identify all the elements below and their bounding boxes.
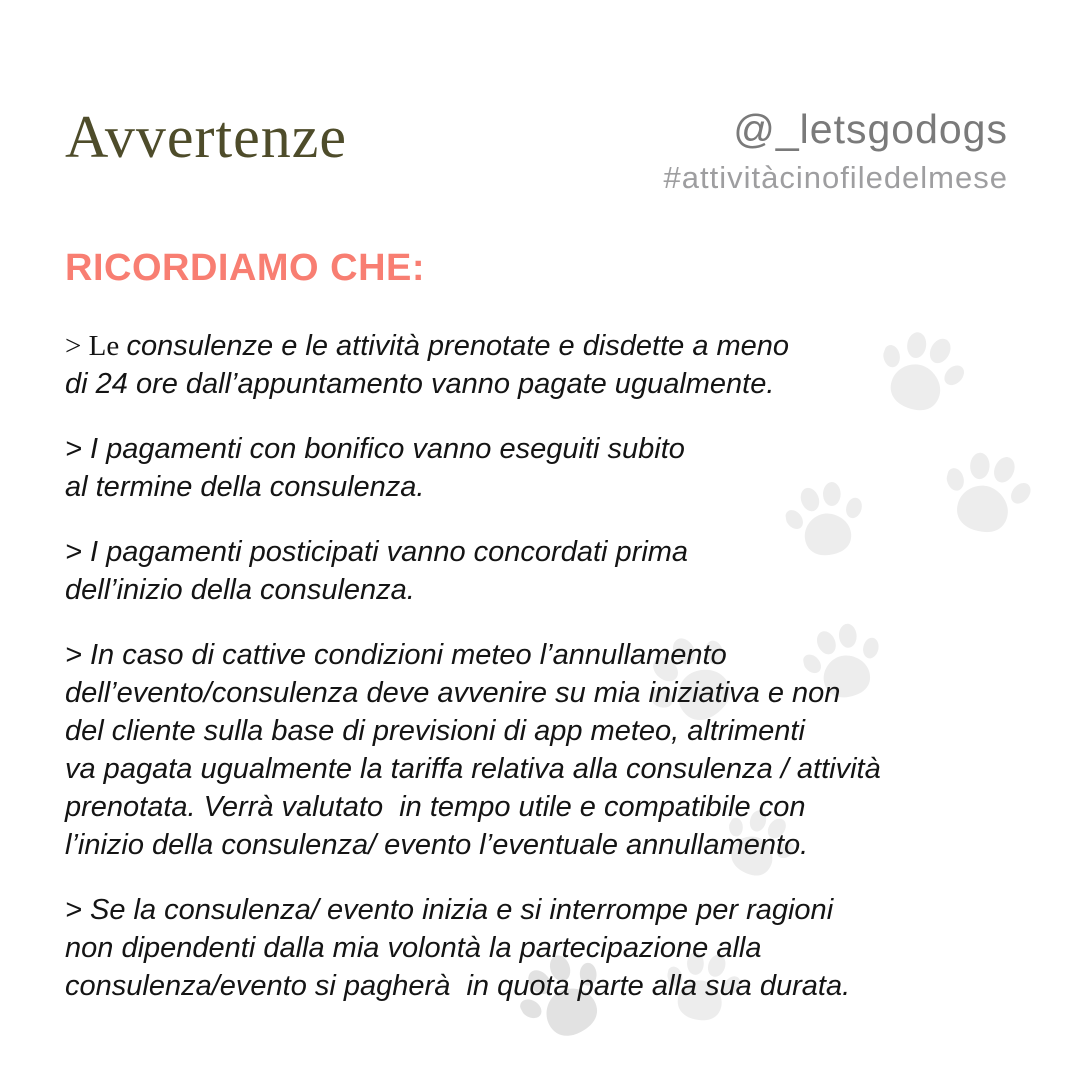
paragraph-line: al termine della consulenza.	[65, 471, 425, 503]
paragraph-line: dell’inizio della consulenza.	[65, 574, 415, 606]
paragraph-line: di 24 ore dall’appuntamento vanno pagate ugualmente.	[65, 368, 775, 400]
paragraph-line: prenotata. Verrà valutato in tempo utile e compatibile con	[65, 791, 806, 823]
paragraph-line	[65, 327, 881, 365]
section-heading: RICORDIAMO CHE:	[65, 247, 426, 289]
hashtag: #attivitàcinofiledelmese	[663, 160, 1008, 195]
notice-paragraph	[65, 430, 881, 506]
notice-paragraph	[65, 327, 881, 403]
notice-paragraph	[65, 891, 881, 1005]
paragraph-line: va pagata ugualmente la tariffa relativa alla consulenza / attività	[65, 753, 881, 785]
paw-print-icon	[866, 321, 976, 431]
paragraph-line: > I pagamenti posticipati vanno concordati prima	[65, 536, 689, 568]
instagram-handle: @_letsgodogs	[733, 106, 1008, 152]
notice-paragraph	[65, 636, 881, 864]
paw-print-icon	[933, 443, 1041, 551]
paragraph-line: consulenza/evento si pagherà in quota parte alla sua durata.	[65, 970, 851, 1002]
paragraph-line: del cliente sulla base di previsioni di app meteo, altrimenti	[65, 715, 805, 747]
paragraph-line: > Se la consulenza/ evento inizia e si interrompe per ragioni	[65, 894, 834, 926]
paragraph-line-text: consulenze e le attività prenotate e disdette a meno	[126, 330, 790, 362]
notice-paragraph	[65, 533, 881, 609]
paragraph-line: non dipendenti dalla mia volontà la partecipazione alla	[65, 932, 762, 964]
paragraph-lead: > Le	[65, 330, 127, 362]
notice-body	[65, 327, 881, 1032]
page-title: Avvertenze	[65, 104, 348, 170]
paragraph-line: dell’evento/consulenza deve avvenire su mia iniziativa e non	[65, 677, 841, 709]
social-info	[663, 106, 1008, 196]
paragraph-line: > I pagamenti con bonifico vanno eseguiti subito	[65, 433, 685, 465]
paragraph-line: > In caso di cattive condizioni meteo l’annullamento	[65, 639, 727, 671]
paragraph-line: l’inizio della consulenza/ evento l’eventuale annullamento.	[65, 829, 809, 861]
